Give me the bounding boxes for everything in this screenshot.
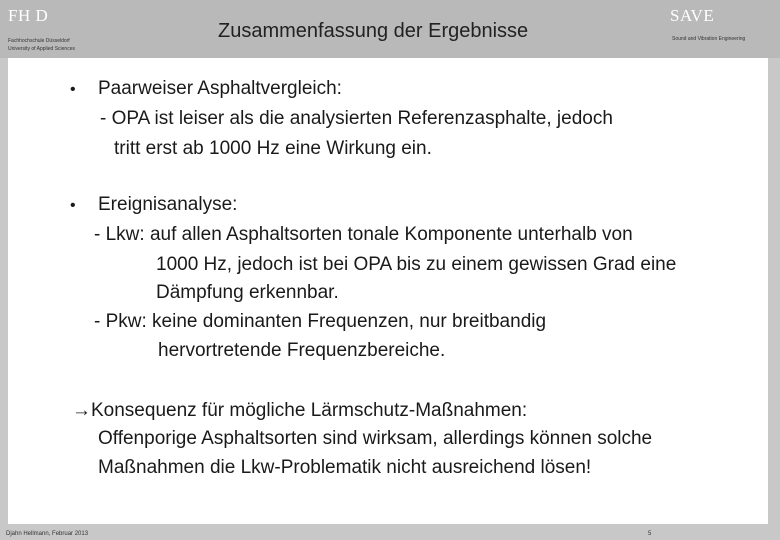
footer-author: Djahn Hellmann, Februar 2013 [6, 531, 89, 537]
slide-title: Zusammenfassung der Ergebnisse [218, 20, 529, 42]
save-tagline: Sound and Vibration Engineering [672, 36, 746, 42]
conclusion-heading: Konsequenz für mögliche Lärmschutz-Maßnahmen: [91, 400, 528, 421]
section1-line1: - OPA ist leiser als die analysierten Referenzasphalte, jedoch [100, 108, 613, 129]
slide-header [0, 0, 780, 58]
fhd-logo: FH D [8, 6, 49, 25]
arrow-right-icon: → [72, 400, 91, 421]
conclusion-line1 [72, 400, 527, 422]
bullet-icon: • [70, 81, 76, 98]
section1-heading: Paarweiser Asphaltvergleich: [98, 78, 342, 99]
conclusion-line3: Maßnahmen die Lkw-Problematik nicht ausreichend lösen! [98, 457, 592, 478]
bullet-icon: • [70, 197, 76, 214]
section2-line5: hervortretende Frequenzbereiche. [158, 340, 446, 361]
institution-name: Fachhochschule Düsseldorf [8, 38, 70, 44]
conclusion-line2: Offenporige Asphaltsorten sind wirksam, allerdings können solche [98, 428, 653, 449]
section2-heading: Ereignisanalyse: [98, 194, 238, 215]
section2-line4: - Pkw: keine dominanten Frequenzen, nur breitbandig [94, 311, 547, 332]
page-number: 5 [648, 531, 652, 537]
section1-line2: tritt erst ab 1000 Hz eine Wirkung ein. [114, 138, 432, 159]
section2-line2: 1000 Hz, jedoch ist bei OPA bis zu einem gewissen Grad eine [156, 254, 677, 275]
save-logo: SAVE [670, 6, 715, 25]
section2-line3: Dämpfung erkennbar. [156, 282, 339, 303]
section2-line1: - Lkw: auf allen Asphaltsorten tonale Komponente unterhalb von [94, 224, 633, 245]
institution-subtitle: University of Applied Sciences [8, 46, 75, 52]
slide-footer [0, 524, 780, 540]
slide-content [8, 58, 768, 524]
